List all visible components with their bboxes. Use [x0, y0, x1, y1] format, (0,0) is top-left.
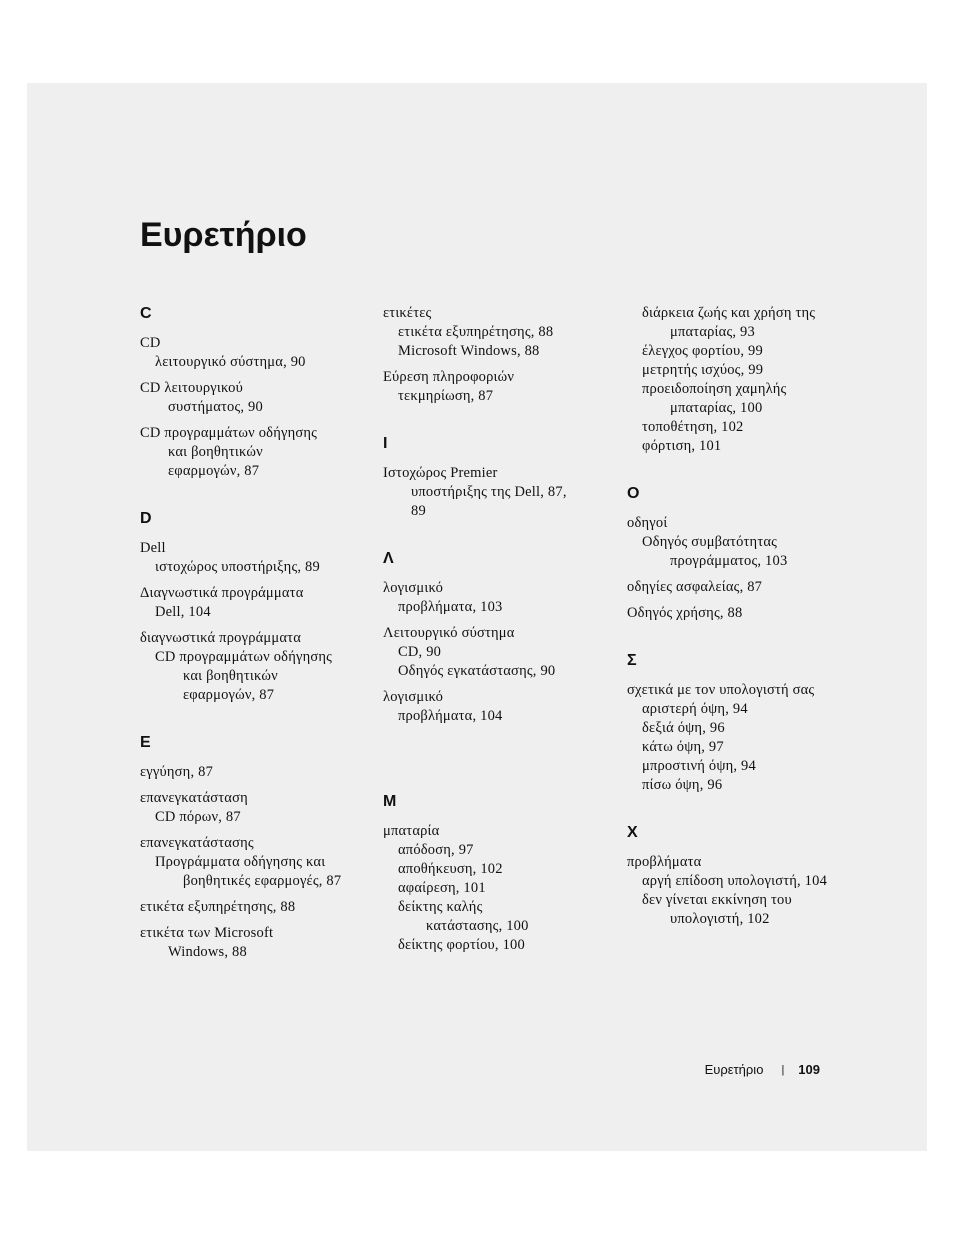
- index-subterm: CD προγραμμάτων οδήγησης: [155, 649, 333, 665]
- index-term: προβλήματα: [627, 854, 702, 870]
- index-term: οδηγίες ασφαλείας, 87: [627, 579, 763, 595]
- index-subterm: μπαταρίας, 93: [670, 324, 755, 340]
- index-term: σχετικά με τον υπολογιστή σας: [627, 682, 815, 698]
- section-letter: M: [383, 793, 397, 810]
- index-subterm: δείκτης καλής: [398, 899, 483, 915]
- index-entry: [140, 539, 365, 577]
- index-subterm: φόρτιση, 101: [642, 438, 722, 454]
- index-subterm: πίσω όψη, 96: [642, 777, 723, 793]
- index-entry: [383, 464, 608, 521]
- index-term: επανεγκατάστασης: [140, 835, 254, 851]
- index-section: [627, 304, 852, 456]
- index-entry: [140, 629, 365, 705]
- index-section: [383, 434, 608, 521]
- index-section: [140, 304, 365, 481]
- index-subterm: υπολογιστή, 102: [670, 911, 770, 927]
- index-term: Λειτουργικό σύστημα: [383, 625, 515, 641]
- index-subterm: τοποθέτηση, 102: [642, 419, 744, 435]
- index-subterm: CD, 90: [398, 644, 442, 660]
- index-subterm: αργή επίδοση υπολογιστή, 104: [642, 873, 828, 889]
- index-term: ετικέτα εξυπηρέτησης, 88: [140, 899, 296, 915]
- index-entry: [627, 514, 852, 571]
- index-subterm: εφαρμογών, 87: [168, 463, 260, 479]
- index-subterm: 89: [411, 503, 426, 519]
- page-number: 109: [798, 1062, 820, 1077]
- index-subterm: ετικέτα εξυπηρέτησης, 88: [398, 324, 554, 340]
- index-term: CD: [140, 335, 161, 351]
- index-subterm: προβλήματα, 103: [398, 599, 503, 615]
- index-subterm: δεν γίνεται εκκίνηση του: [642, 892, 792, 908]
- index-subterm: CD πόρων, 87: [155, 809, 241, 825]
- index-subterm: διάρκεια ζωής και χρήση της: [642, 305, 816, 321]
- index-subterm: Προγράμματα οδήγησης και: [155, 854, 326, 870]
- index-entry: [140, 789, 365, 827]
- index-subterm: προγράμματος, 103: [670, 553, 788, 569]
- index-section: [627, 484, 852, 623]
- page-title: Ευρετήριο: [140, 216, 307, 254]
- index-subterm: δείκτης φορτίου, 100: [398, 937, 525, 953]
- index-subterm: Οδηγός συμβατότητας: [642, 534, 778, 550]
- index-subterm: Dell, 104: [155, 604, 211, 620]
- index-subterm: ιστοχώρος υποστήριξης, 89: [155, 559, 320, 575]
- index-term: οδηγοί: [627, 515, 668, 531]
- index-entry: [383, 304, 608, 361]
- index-subterm: μετρητής ισχύος, 99: [642, 362, 764, 378]
- section-letter: D: [140, 510, 152, 527]
- index-subterm: συστήματος, 90: [168, 399, 263, 415]
- index-entry: [383, 688, 608, 726]
- index-entry: [140, 584, 365, 622]
- index-subterm: μπροστινή όψη, 94: [642, 758, 756, 774]
- index-subterm: προβλήματα, 104: [398, 708, 503, 724]
- section-letter: Λ: [383, 550, 394, 567]
- index-subterm: τεκμηρίωση, 87: [398, 388, 494, 404]
- index-entry: [140, 763, 365, 782]
- index-entry: [627, 604, 852, 623]
- index-column-2: [383, 304, 608, 983]
- section-letter: E: [140, 734, 151, 751]
- section-letter: Σ: [627, 652, 637, 669]
- index-entry: [383, 822, 608, 955]
- index-subterm: Microsoft Windows, 88: [398, 343, 540, 359]
- index-subterm: απόδοση, 97: [398, 842, 474, 858]
- index-entry: [383, 624, 608, 681]
- index-section: [383, 792, 608, 955]
- index-term: μπαταρία: [383, 823, 440, 839]
- index-section: [383, 304, 608, 406]
- section-letter: X: [627, 824, 638, 841]
- index-entry: [627, 304, 852, 456]
- index-section: [140, 509, 365, 705]
- index-entry: [140, 334, 365, 372]
- index-subterm: Windows, 88: [168, 944, 247, 960]
- index-section: [627, 651, 852, 795]
- index-entry: [140, 379, 365, 417]
- index-term: Εύρεση πληροφοριών: [383, 369, 515, 385]
- index-entry: [140, 834, 365, 891]
- index-term: CD λειτουργικού: [140, 380, 244, 396]
- section-letter: O: [627, 485, 640, 502]
- index-subterm: αποθήκευση, 102: [398, 861, 503, 877]
- index-subterm: υποστήριξης της Dell, 87,: [411, 484, 567, 500]
- section-letter: C: [140, 305, 152, 322]
- index-subterm: μπαταρίας, 100: [670, 400, 763, 416]
- index-subterm: κάτω όψη, 97: [642, 739, 724, 755]
- index-subterm: έλεγχος φορτίου, 99: [642, 343, 763, 359]
- index-term: Διαγνωστικά προγράμματα: [140, 585, 304, 601]
- footer-label: Ευρετήριο: [704, 1062, 764, 1077]
- index-subterm: βοηθητικές εφαρμογές, 87: [183, 873, 342, 889]
- index-term: λογισμικό: [383, 689, 444, 705]
- footer-separator: |: [781, 1064, 785, 1076]
- index-entry: [383, 579, 608, 617]
- index-term: εγγύηση, 87: [140, 764, 214, 780]
- index-subterm: αφαίρεση, 101: [398, 880, 486, 896]
- index-column-3: [627, 304, 852, 957]
- index-subterm: αριστερή όψη, 94: [642, 701, 748, 717]
- index-subterm: και βοηθητικών: [183, 668, 278, 684]
- index-term: Dell: [140, 540, 166, 556]
- index-subterm: προειδοποίηση χαμηλής: [642, 381, 787, 397]
- index-term: διαγνωστικά προγράμματα: [140, 630, 301, 646]
- index-subterm: δεξιά όψη, 96: [642, 720, 725, 736]
- index-subterm: Οδηγός εγκατάστασης, 90: [398, 663, 556, 679]
- index-entry: [383, 368, 608, 406]
- page-footer: [705, 1061, 820, 1079]
- index-term: ετικέτες: [383, 305, 432, 321]
- index-subterm: λειτουργικό σύστημα, 90: [155, 354, 306, 370]
- index-entry: [140, 898, 365, 917]
- section-letter: I: [383, 435, 388, 452]
- index-subterm: και βοηθητικών: [168, 444, 263, 460]
- index-term: ετικέτα των Microsoft: [140, 925, 274, 941]
- index-term: λογισμικό: [383, 580, 444, 596]
- index-section: [140, 733, 365, 962]
- index-term: Οδηγός χρήσης, 88: [627, 605, 743, 621]
- index-term: CD προγραμμάτων οδήγησης: [140, 425, 318, 441]
- index-entry: [627, 853, 852, 929]
- index-section: [383, 549, 608, 726]
- index-subterm: εφαρμογών, 87: [183, 687, 275, 703]
- index-column-1: [140, 304, 365, 990]
- index-entry: [627, 578, 852, 597]
- index-entry: [627, 681, 852, 795]
- index-entry: [140, 424, 365, 481]
- index-term: επανεγκατάσταση: [140, 790, 248, 806]
- index-term: Ιστοχώρος Premier: [383, 465, 498, 481]
- index-section: [627, 823, 852, 929]
- index-subterm: κατάστασης, 100: [426, 918, 529, 934]
- index-entry: [140, 924, 365, 962]
